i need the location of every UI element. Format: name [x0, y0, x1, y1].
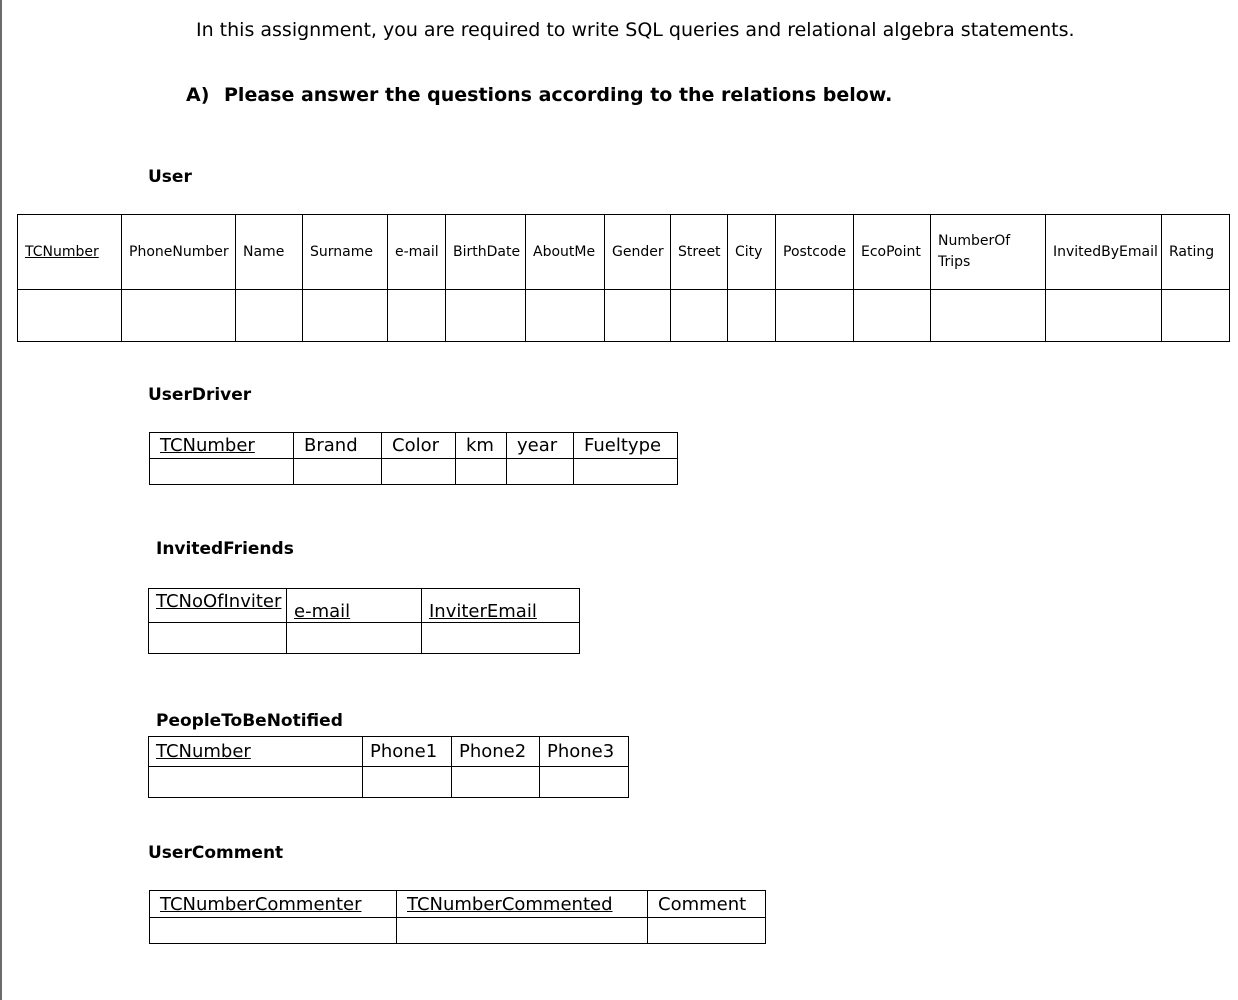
column-header: Phone3: [540, 737, 629, 767]
column-header: e-mail: [388, 215, 446, 290]
empty-cell: [150, 918, 397, 944]
column-header: TCNumber: [150, 433, 294, 459]
empty-cell: [287, 623, 422, 654]
empty-cell: [382, 459, 456, 485]
table-header-row: [150, 433, 678, 459]
empty-cell: [574, 459, 678, 485]
table-header-row: [18, 215, 1230, 290]
section-heading: [186, 84, 892, 106]
empty-cell: [452, 767, 540, 798]
empty-cell: [540, 767, 629, 798]
section-text: Please answer the questions according to the relations below.: [224, 84, 893, 106]
column-header: e-mail: [287, 589, 422, 623]
empty-cell: [422, 623, 580, 654]
empty-cell: [456, 459, 507, 485]
column-header: Rating: [1162, 215, 1230, 290]
empty-cell: [397, 918, 648, 944]
empty-cell: [605, 290, 671, 342]
column-header: BirthDate: [446, 215, 526, 290]
column-header: Street: [671, 215, 728, 290]
usercomment-relation-title: UserComment: [148, 843, 284, 863]
column-header: Surname: [303, 215, 388, 290]
empty-cell: [388, 290, 446, 342]
assignment-intro: In this assignment, you are required to write SQL queries and relational algebra statements.: [196, 19, 1075, 41]
empty-cell: [1046, 290, 1162, 342]
column-header: TCNoOfInviter: [149, 589, 287, 623]
column-header: km: [456, 433, 507, 459]
column-header: year: [507, 433, 574, 459]
column-header: InviterEmail: [422, 589, 580, 623]
column-header: AboutMe: [526, 215, 605, 290]
table-header-row: [150, 891, 766, 918]
column-header: TCNumber: [18, 215, 122, 290]
peopletobenotified-relation-title: PeopleToBeNotified: [156, 711, 343, 731]
column-header: NumberOf Trips: [931, 215, 1046, 290]
empty-cell: [303, 290, 388, 342]
column-header: TCNumberCommenter: [150, 891, 397, 918]
invitedfriends-relation-title: InvitedFriends: [156, 539, 294, 559]
column-header: Phone2: [452, 737, 540, 767]
table-header-row: [149, 737, 629, 767]
empty-cell: [728, 290, 776, 342]
column-header: TCNumber: [149, 737, 363, 767]
empty-cell: [776, 290, 854, 342]
empty-cell: [363, 767, 452, 798]
empty-cell: [236, 290, 303, 342]
column-header: Postcode: [776, 215, 854, 290]
column-header: EcoPoint: [854, 215, 931, 290]
empty-cell: [149, 623, 287, 654]
empty-cell: [671, 290, 728, 342]
empty-cell: [18, 290, 122, 342]
empty-row: [150, 918, 766, 944]
empty-row: [149, 623, 580, 654]
column-header: Gender: [605, 215, 671, 290]
empty-cell: [1162, 290, 1230, 342]
empty-cell: [931, 290, 1046, 342]
section-letter: A): [186, 84, 210, 106]
empty-row: [18, 290, 1230, 342]
column-header: Phone1: [363, 737, 452, 767]
column-header: Name: [236, 215, 303, 290]
empty-cell: [507, 459, 574, 485]
empty-cell: [854, 290, 931, 342]
empty-cell: [648, 918, 766, 944]
empty-cell: [149, 767, 363, 798]
empty-cell: [446, 290, 526, 342]
user-relation-table: [17, 214, 1230, 342]
column-header: InvitedByEmail: [1046, 215, 1162, 290]
page-left-edge: [0, 0, 2, 1000]
invitedfriends-relation-table: [148, 588, 580, 654]
table-header-row: [149, 589, 580, 623]
empty-cell: [294, 459, 382, 485]
column-header: City: [728, 215, 776, 290]
empty-cell: [122, 290, 236, 342]
empty-cell: [150, 459, 294, 485]
empty-cell: [526, 290, 605, 342]
user-relation-title: User: [148, 167, 192, 187]
peopletobenotified-relation-table: [148, 736, 629, 798]
column-header: Brand: [294, 433, 382, 459]
userdriver-relation-title: UserDriver: [148, 385, 252, 405]
userdriver-relation-table: [149, 432, 678, 485]
empty-row: [150, 459, 678, 485]
column-header: PhoneNumber: [122, 215, 236, 290]
column-header: Comment: [648, 891, 766, 918]
column-header: Color: [382, 433, 456, 459]
empty-row: [149, 767, 629, 798]
usercomment-relation-table: [149, 890, 766, 944]
column-header: TCNumberCommented: [397, 891, 648, 918]
column-header: Fueltype: [574, 433, 678, 459]
